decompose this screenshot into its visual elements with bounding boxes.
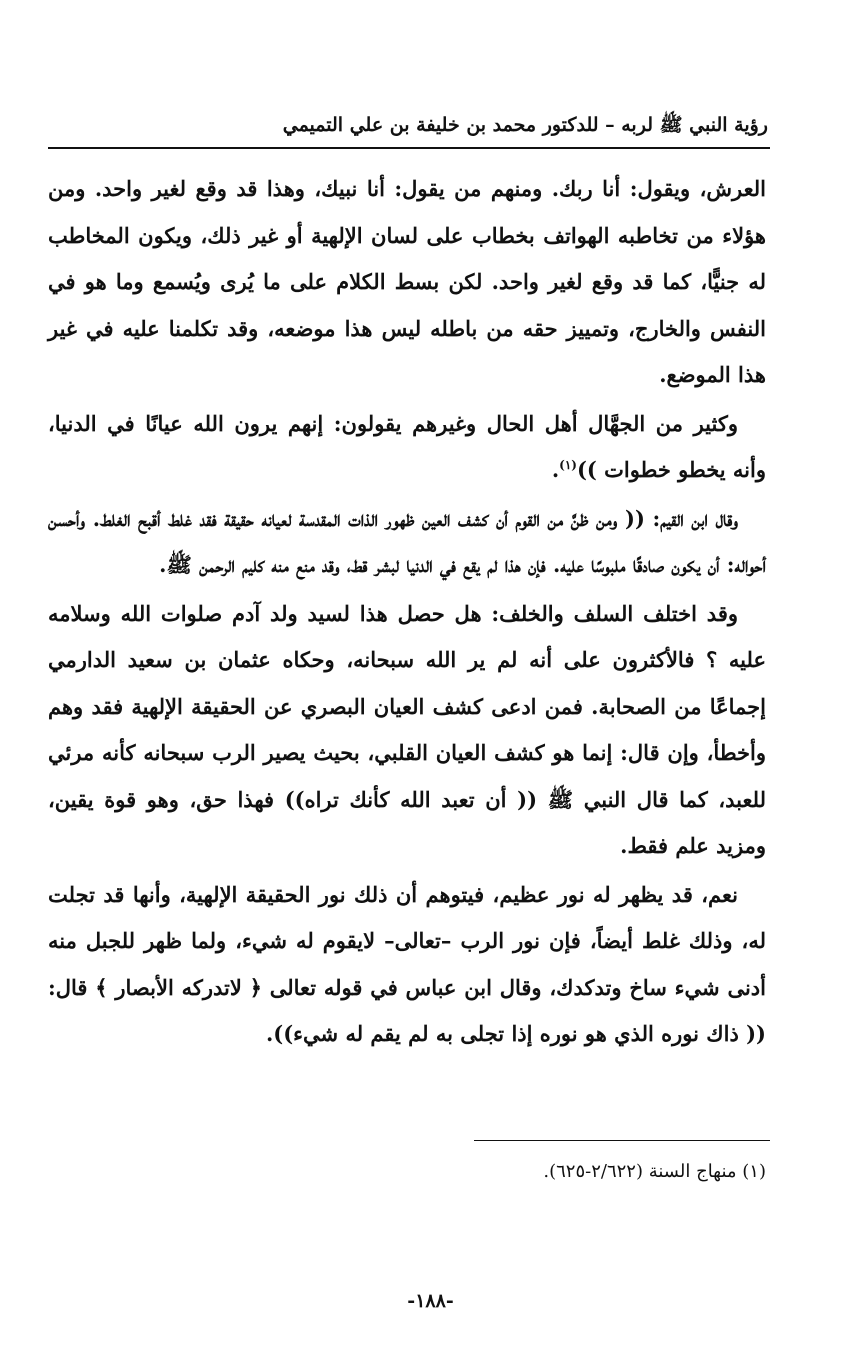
footnote-reference[interactable]: (١) (559, 458, 577, 472)
paragraph: نعم، قد يظهر له نور عظيم، فيتوهم أن ذلك نور الحقيقة الإلهية، وأنها قد تجلت له، وذلك غلط أيضاً، فإن نور الرب –تعالى– لايقوم له شيء، ولما ظهر للجبل منه أدنى شيء ساخ وتدكدك، وقال ابن عباس في قوله تعالى ﴿ لاتدركه الأبصار ﴾ قال: (( ذاك نوره الذي هو نوره إذا تجلى به لم يقم له شيء)). (48, 881, 766, 1046)
paragraph (48, 401, 766, 494)
paragraph-text: وكثير من الجهَّال أهل الحال وغيرهم يقولون: إنهم يرون الله عيانًا في الدنيا، وأنه يخطو خطوات )) (48, 410, 766, 482)
paragraph: وقد اختلف السلف والخلف: هل حصل هذا لسيد ولد آدم صلوات الله وسلامه عليه ؟ فالأكثرون على أنه لم ير الله سبحانه، وحكاه عثمان بن سعيد الدارمي إجماعًا من الصحابة. فمن ادعى كشف العيان البصري عن الحقيقة الإلهية فقد وهم وأخطأ، وإن قال: إنما هو كشف العيان القلبي، بحيث يصير الرب سبحانه كأنه مرئي للعبد، كما قال النبي ﷺ (( أن تعبد الله كأنك تراه)) فهذا حق، وهو قوة يقين، ومزيد علم فقط. (48, 600, 766, 858)
footnote: (١) منهاج السنة (٢/٦٢٢-٦٢٥). (543, 1161, 766, 1182)
paragraph: العرش، ويقول: أنا ربك. ومنهم من يقول: أنا نبيك، وهذا قد وقع لغير واحد. ومن هؤلاء من تخاطبه الهواتف بخطاب على لسان الإلهية أو غير ذلك، ويكون المخاطب له جنيًّا، كما قد وقع لغير واحد. لكن بسط الكلام على ما يُرى ويُسمع وما هو في النفس والخارج، وتمييز حقه من باطله ليس هذا موضعه، وقد تكلمنا عليه في غير هذا الموضع. (48, 176, 766, 387)
header-divider (48, 147, 770, 149)
paragraph: وقال ابن القيم: (( ومن ظنَّ من القوم أن كشف العين ظهور الذات المقدسة لعيانه حقيقة فقد غلط أقبح الغلط. وأحسن أحواله: أن يكون صادقًا ملبوسًا عليه. فإن هذا لم يقع في الدنيا لبشر قط، وقد منع منه كليم الرحمن ﷺ. (48, 505, 766, 577)
main-text (48, 166, 766, 1058)
running-header: رؤية النبي ﷺ لربه – للدكتور محمد بن خليفة بن علي التميمي (282, 114, 768, 136)
footnote-divider (474, 1140, 770, 1141)
page-number: -١٨٨- (407, 1290, 454, 1312)
paragraph-tail: . (551, 457, 560, 482)
